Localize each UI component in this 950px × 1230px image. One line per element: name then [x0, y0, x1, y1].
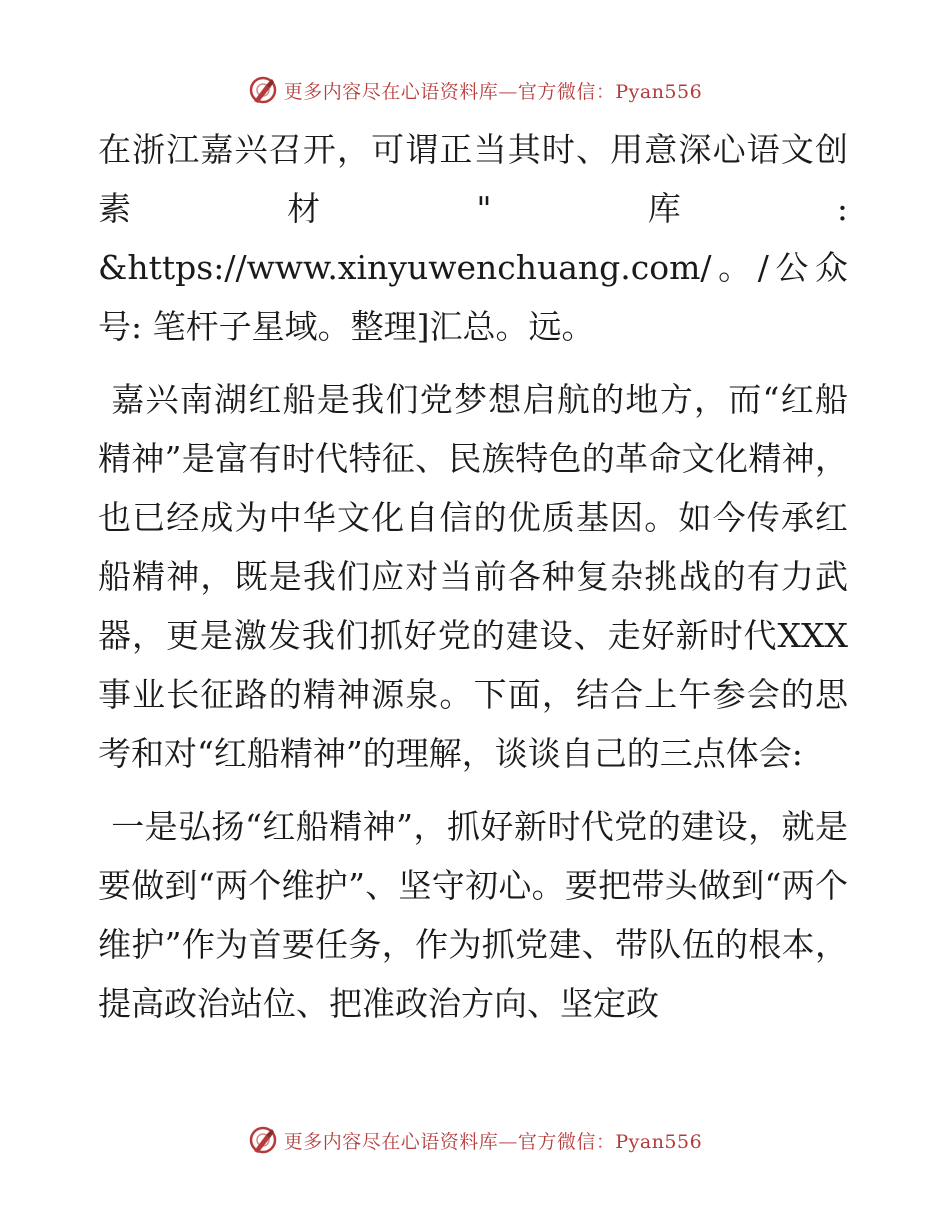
- paragraph-1: 在浙江嘉兴召开，可谓正当其时、用意深心语文创素材"库: &https://www.xinyuwenchuang.com/。/公众号: 笔杆子星域。整理]汇总。远。: [98, 130, 848, 346]
- header-site-text: 更多内容尽在心语资料库: [283, 80, 499, 103]
- footer-banner-text: [284, 1127, 702, 1154]
- header-watermark-banner: [0, 70, 950, 110]
- paragraph-2: 嘉兴南湖红船是我们党梦想启航的地方，而“红船精神”是富有时代特征、民族特色的革命文化精神，也已经成为中华文化自信的优质基因。如今传承红船精神，既是我们应对当前各种复杂挑战的有力武器，更是激发我们抓好党的建设、走好新时代XXX事业长征路的精神源泉。下面，结合上午参会的思考和对“红船精神”的理解，谈谈自己的三点体会:: [98, 380, 848, 773]
- footer-account: Pyan556: [615, 1130, 703, 1153]
- header-dash: —: [498, 80, 518, 103]
- document-body: [98, 120, 848, 1033]
- header-account: Pyan556: [615, 80, 703, 103]
- footer-separator: ：: [595, 1130, 616, 1153]
- header-label: 官方微信: [517, 80, 596, 103]
- footer-label: 官方微信: [517, 1130, 596, 1153]
- footer-watermark-banner: [0, 1120, 950, 1160]
- paragraph-3: 一是弘扬“红船精神”，抓好新时代党的建设，就是要做到“两个维护”、坚守初心。要把带头做到“两个维护”作为首要任务，作为抓党建、带队伍的根本，提高政治站位、把准政治方向、坚定政: [98, 807, 848, 1023]
- header-separator: ：: [595, 80, 616, 103]
- footer-site-text: 更多内容尽在心语资料库: [283, 1130, 499, 1153]
- pen-logo-icon: [248, 1125, 278, 1155]
- footer-dash: —: [498, 1130, 518, 1153]
- pen-logo-icon: [248, 75, 278, 105]
- header-banner-text: [284, 77, 702, 104]
